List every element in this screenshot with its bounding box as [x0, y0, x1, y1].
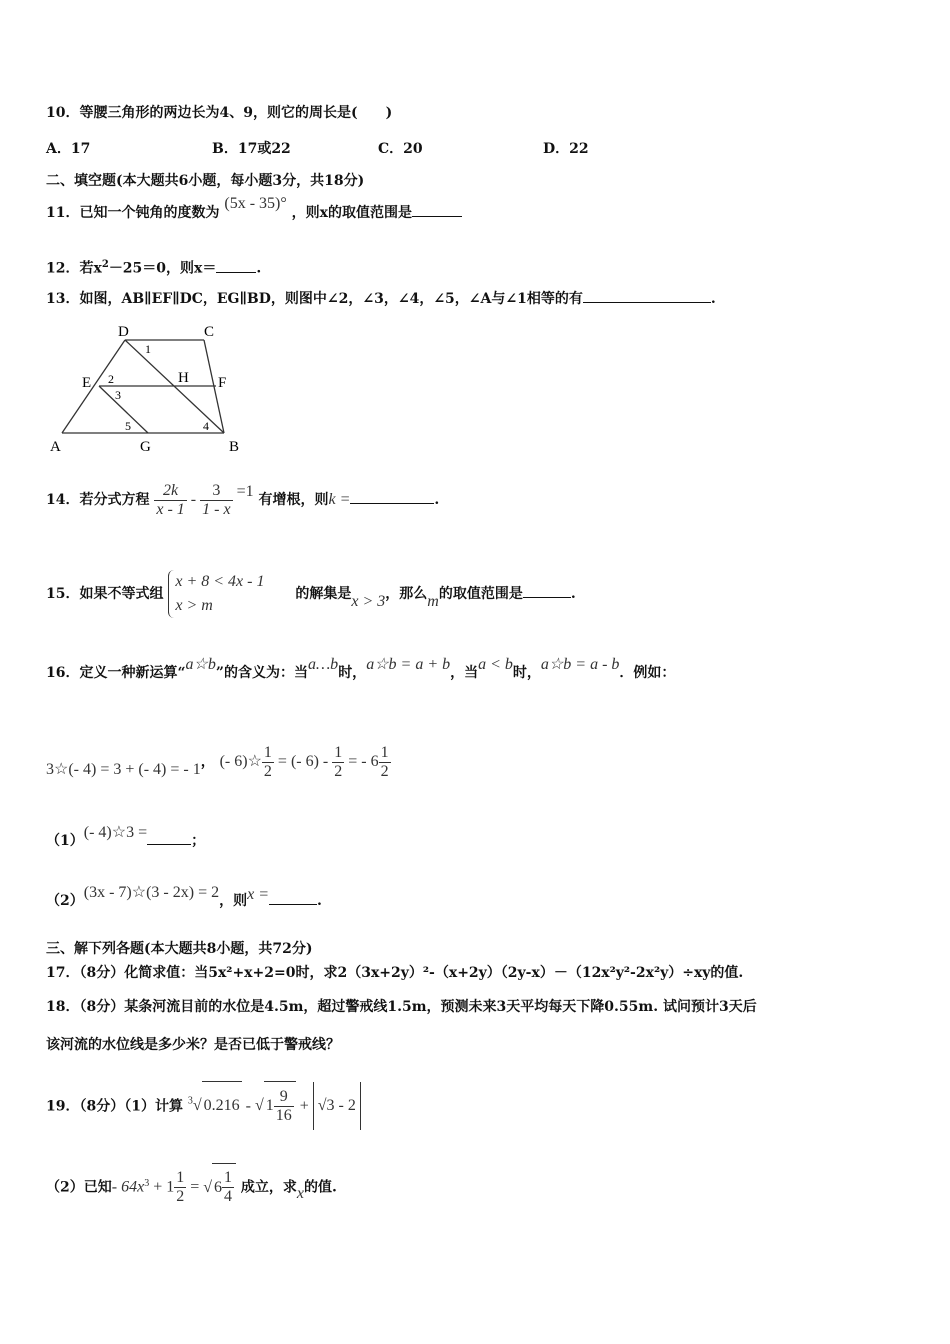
radicand: [212, 1163, 236, 1212]
fraction-denominator: 2: [380, 762, 389, 780]
q11-math: (5x - 35)°: [224, 195, 287, 212]
q19-part-2-post: 的值.: [304, 1179, 337, 1196]
q14-equals: =1: [232, 483, 254, 500]
q14-fraction-2: [200, 482, 232, 519]
q15-post: 的取值范围是: [438, 586, 523, 602]
q19-minus: -: [241, 1097, 255, 1115]
q14-post: .: [434, 492, 440, 508]
label-f: F: [218, 375, 227, 391]
q19-plus: + 1: [149, 1178, 175, 1196]
inequality-system: [168, 570, 264, 618]
answer-blank[interactable]: [523, 585, 571, 598]
root-index: 3: [187, 1096, 193, 1107]
fraction-numerator: 9: [279, 1088, 288, 1106]
label-c: C: [204, 324, 215, 340]
angle-2-label: 2: [108, 372, 114, 386]
question-11: [46, 195, 462, 222]
q10-option-d: D．22: [543, 141, 589, 157]
q16-part-2: [46, 884, 322, 910]
sqrt-mixed-expr: √ 6 $\frac{1}{4}$: [203, 1179, 236, 1196]
q19-equals: =: [186, 1178, 204, 1196]
fraction-numerator: 2k: [163, 481, 179, 499]
q16-mid1: ”的含义为：当: [215, 665, 308, 681]
q11-post: ，则x的取值范围是: [291, 205, 412, 221]
q12-mid: －25＝0，则x＝: [108, 260, 217, 277]
segment-eg: [99, 386, 148, 433]
angle-1-label: 1: [145, 342, 151, 356]
q19-lhs: - 64x: [111, 1178, 145, 1196]
mixed-whole: 6: [214, 1178, 223, 1196]
q19-part-2-pre: （2）已知: [46, 1179, 112, 1196]
radicand: [264, 1081, 296, 1130]
cube-root-expr: $^3$√ 0.216: [188, 1097, 242, 1114]
question-10-stem: 10．等腰三角形的两边长为4、9，则它的周长是( ): [46, 105, 393, 121]
q16-mid4: 时，: [512, 665, 541, 681]
question-19-part-1: [46, 1078, 361, 1130]
half-fraction: [174, 1169, 186, 1206]
q19-part-2-mid: 成立，求: [240, 1179, 297, 1196]
q13-stem: 13．如图，AB∥EF∥DC，EG∥BD，则图中∠2，∠3，∠4，∠5，∠A与∠1相等的有: [46, 291, 583, 307]
q19-part-2-var: x: [296, 1184, 305, 1202]
q16-part-2-expr: (3x - 7)☆(3 - 2x) = 2: [83, 884, 220, 901]
q16-definition-1: a☆b = a + b: [366, 656, 451, 673]
q16-part-2-post: .: [317, 893, 322, 909]
q16-mid2: 时，: [338, 665, 367, 681]
fraction-denominator: 4: [224, 1188, 233, 1206]
question-19-part-2: [46, 1160, 337, 1212]
q16-part-1-expr: (- 4)☆3 =: [83, 824, 148, 841]
q16-example-2-end: = - 6: [344, 753, 379, 770]
q10-option-c: C．20: [378, 141, 423, 157]
mixed-whole: 1: [265, 1097, 274, 1115]
q16-example-2-pre: (- 6)☆: [219, 753, 262, 770]
q16-condition-1: a…b: [307, 656, 339, 673]
fraction-numerator: 1: [334, 743, 343, 761]
q10-option-a: A．17: [46, 141, 91, 157]
q19-lhs-exponent: 3: [144, 1178, 150, 1189]
q16-separator: ，: [200, 754, 215, 770]
q16-example-1: 3☆(- 4) = 3 + (- 4) = - 1: [46, 761, 201, 778]
section-3-heading: 三、解下列各题(本大题共8小题，共72分): [46, 941, 313, 957]
q13-post: .: [710, 291, 716, 307]
q14-var: k =: [328, 491, 351, 508]
fraction-denominator: 1 - x: [202, 500, 231, 518]
fraction-numerator: 1: [263, 743, 272, 761]
label-d: D: [118, 324, 129, 340]
half-fraction: [379, 744, 391, 781]
q16-example-2-mid: = (- 6) -: [273, 753, 333, 770]
q12-sup: 2: [101, 259, 109, 270]
mixed-fraction: [274, 1088, 294, 1125]
absolute-value-expr: √3 - 2: [313, 1082, 361, 1130]
radicand: 0.216: [202, 1081, 242, 1130]
half-fraction: [262, 744, 274, 781]
q16-pre: 16．定义一种新运算“: [46, 665, 186, 681]
label-b: B: [229, 439, 240, 455]
q15-condition: x > 3: [351, 593, 386, 610]
q16-part-1: [46, 824, 206, 850]
question-12: [46, 256, 261, 278]
q15-var: m: [427, 593, 439, 610]
q14-mid: 有增根，则: [258, 492, 329, 508]
question-16: [46, 656, 676, 682]
q15-mid2: ，那么: [385, 586, 428, 602]
answer-blank[interactable]: [147, 832, 191, 845]
q19-plus: +: [295, 1097, 313, 1115]
label-a: A: [50, 439, 61, 455]
q10-option-b: B．17或22: [212, 141, 291, 157]
fraction-denominator: 16: [275, 1107, 292, 1125]
fraction-denominator: 2: [263, 762, 272, 780]
system-row-2: x > m: [175, 597, 213, 614]
fraction-numerator: 1: [224, 1169, 233, 1187]
q16-part-1-label: （1）: [46, 833, 84, 849]
q19-pre: 19．（8分）（1）计算: [46, 1098, 183, 1115]
q16-operator: a☆b: [185, 656, 216, 673]
question-18-line-2: 该河流的水位线是多少米？是否已低于警戒线？: [46, 1037, 340, 1053]
question-17: 17．（8分）化简求值：当5x²+x+2=0时，求2（3x+2y）²-（x+2y）（2y-x）－（12x²y²-2x²y）÷xy的值.: [46, 965, 744, 981]
fraction-denominator: x - 1: [156, 500, 185, 518]
q14-minus: -: [186, 491, 201, 508]
sqrt-mixed-expr: √ 1 $\frac{9}{16}$: [255, 1097, 296, 1114]
q15-end: .: [570, 586, 576, 602]
q12-post: .: [256, 260, 262, 277]
q16-post: ．例如：: [619, 665, 676, 681]
q16-mid3: ，当: [450, 665, 479, 681]
fraction-denominator: 2: [334, 762, 343, 780]
fraction-numerator: 1: [380, 743, 389, 761]
system-row-1: x + 8 < 4x - 1: [175, 573, 265, 590]
question-15: [46, 565, 576, 623]
question-14: [46, 480, 439, 520]
q12-pre: 12．若x: [46, 260, 102, 277]
q15-pre: 15．如果不等式组: [46, 586, 164, 602]
fraction-numerator: 1: [176, 1169, 185, 1187]
q16-part-1-post: ；: [191, 833, 206, 849]
q16-examples: [46, 740, 391, 784]
angle-3-label: 3: [115, 388, 121, 402]
q16-condition-2: a < b: [478, 656, 513, 673]
answer-blank[interactable]: [412, 204, 462, 217]
mixed-fraction: [222, 1169, 234, 1206]
q16-definition-2: a☆b = a - b: [540, 656, 620, 673]
answer-blank[interactable]: [350, 491, 434, 504]
fraction-denominator: 2: [176, 1188, 185, 1206]
question-18-line-1: 18．（8分）某条河流目前的水位是4.5m，超过警戒线1.5m，预测未来3天平均每天下降0.55m. 试问预计3天后: [46, 999, 757, 1015]
section-2-heading: 二、填空题(本大题共6小题，每小题3分，共18分): [46, 173, 365, 189]
label-g: G: [140, 439, 151, 455]
q11-pre: 11．已知一个钝角的度数为: [46, 205, 220, 221]
answer-blank[interactable]: [216, 260, 256, 273]
q16-part-2-var: x =: [247, 886, 269, 903]
q16-part-2-mid: ，则: [219, 893, 248, 909]
fraction-numerator: 3: [212, 481, 221, 499]
answer-blank[interactable]: [583, 290, 711, 303]
q15-mid1: 的解集是: [295, 586, 352, 602]
label-e: E: [82, 375, 92, 391]
q14-pre: 14．若分式方程: [46, 492, 150, 508]
half-fraction: [332, 744, 344, 781]
angle-5-label: 5: [125, 419, 131, 433]
q14-fraction-1: [154, 482, 186, 519]
angle-4-label: 4: [203, 419, 209, 433]
trapezoid-figure: [44, 320, 254, 460]
label-h: H: [178, 370, 189, 386]
answer-blank[interactable]: [269, 892, 317, 905]
question-13: [46, 290, 716, 308]
q16-part-2-label: （2）: [46, 893, 84, 909]
